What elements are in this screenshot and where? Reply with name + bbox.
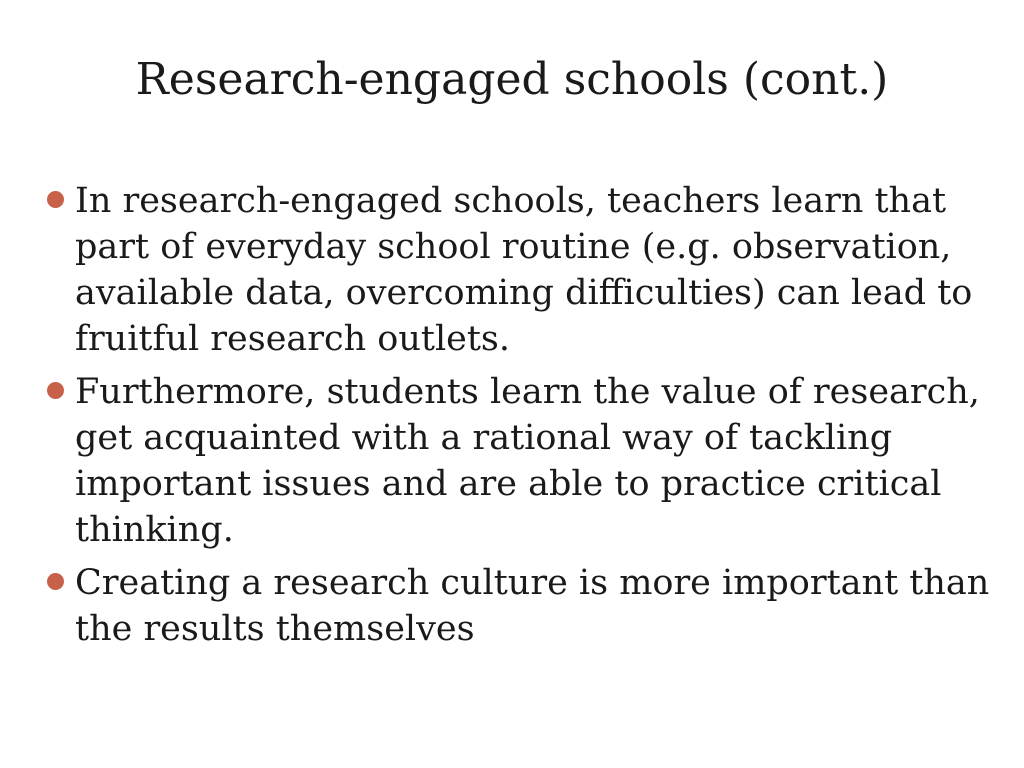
bullet-dot-icon [47, 191, 64, 208]
bullet-list [44, 178, 994, 659]
bullet-text: In research-engaged schools, teachers learn that part of everyday school routine (e.g. observation, available data, overcoming difficulties) can lead to fruitful research outlets. [75, 181, 973, 359]
slide-title: Research-engaged schools (cont.) [135, 54, 889, 105]
bullet-text: Furthermore, students learn the value of research, get acquainted with a rational way of tackling important issues and are able to practice critical thinking. [75, 372, 980, 550]
bullet-text: Creating a research culture is more important than the results themselves [75, 563, 990, 649]
bullet-dot-icon [47, 573, 64, 590]
bullet-item [44, 560, 994, 652]
bullet-item [44, 369, 994, 553]
bullet-dot-icon [47, 382, 64, 399]
bullet-item [44, 178, 994, 362]
